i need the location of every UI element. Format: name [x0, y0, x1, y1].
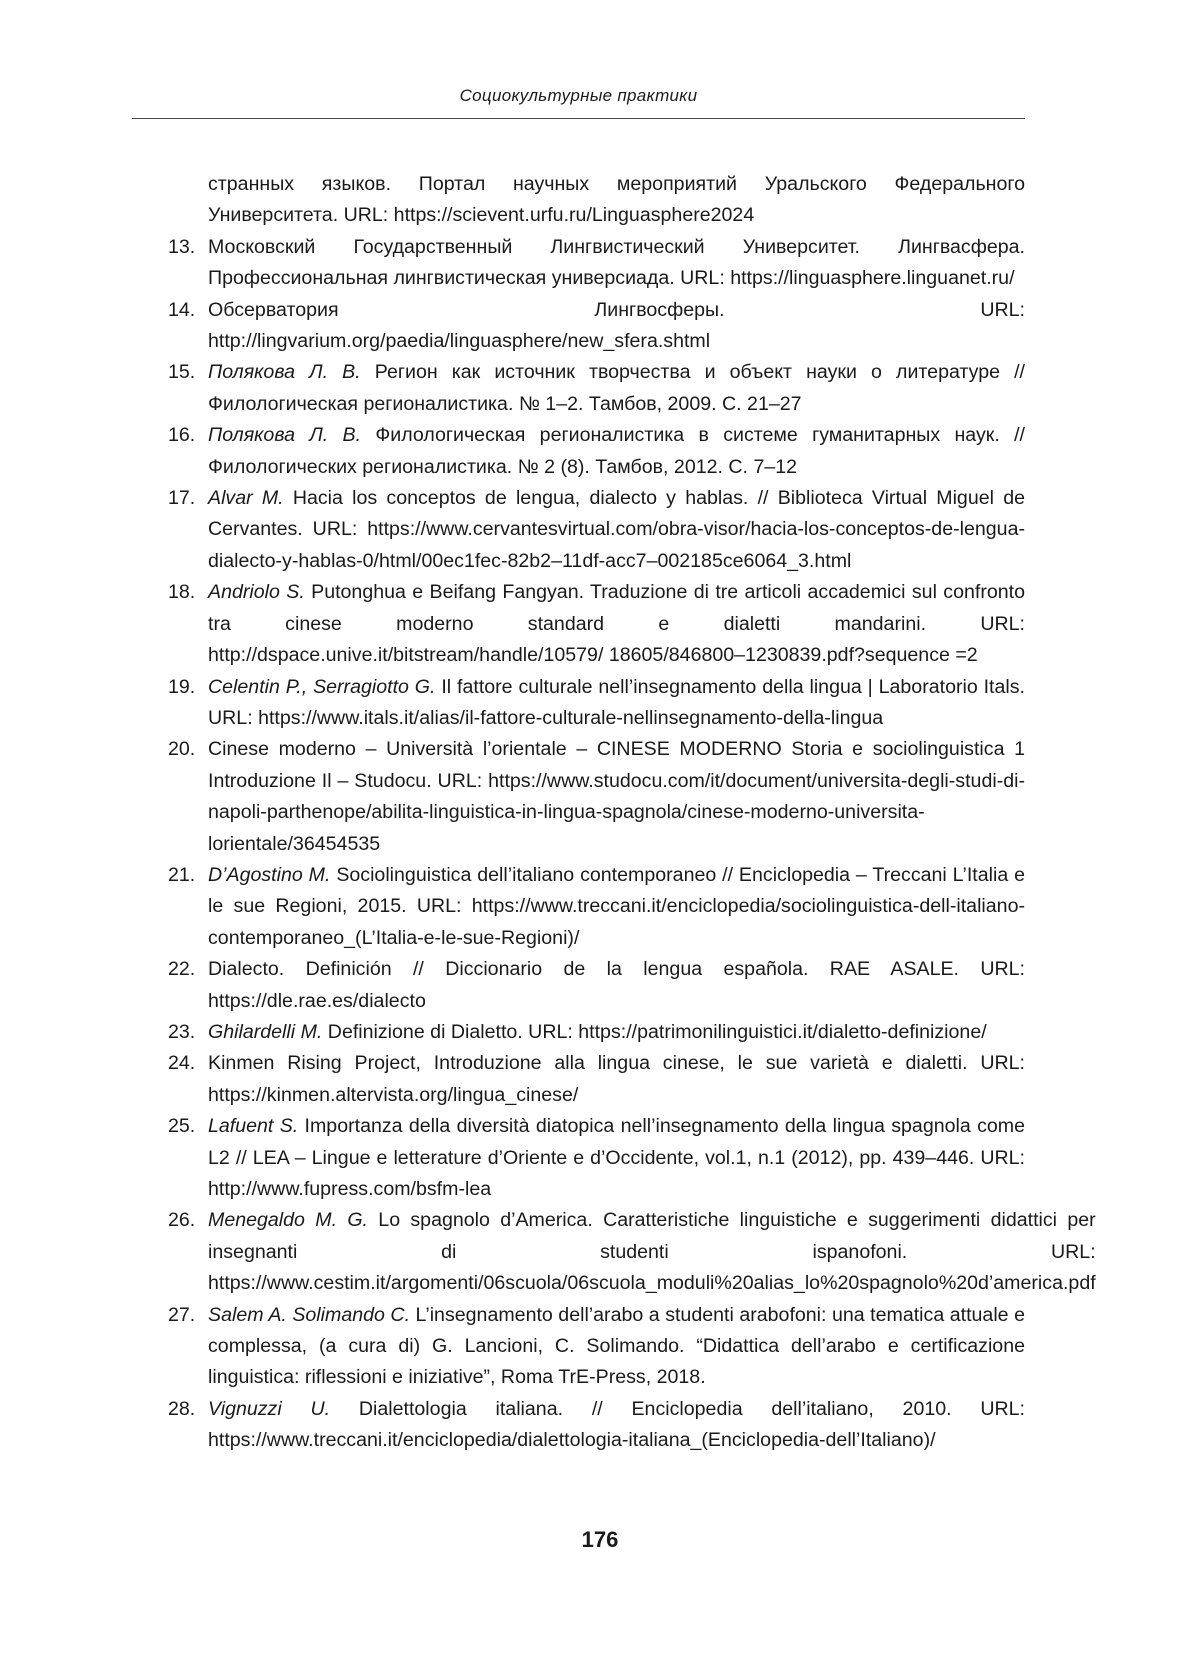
- reference-number: 25.: [168, 1115, 196, 1138]
- reference-entry: [168, 420, 1025, 483]
- reference-number: 17.: [168, 487, 196, 510]
- reference-number: 18.: [168, 581, 196, 604]
- reference-body: Definizione di Dialetto. URL: https://patrimonilinguistici.it/dialetto-definizione/: [322, 1020, 987, 1043]
- reference-author: Полякова Л. В.: [208, 424, 362, 447]
- reference-number: 28.: [168, 1397, 196, 1420]
- reference-number: 20.: [168, 738, 196, 761]
- reference-body: Hacia los conceptos de lengua, dialecto y hablas. // Biblioteca Virtual Miguel de Cervantes. URL: https://www.cervantesvirtual.com/obra-visor/hacia-los-conceptos-de-lengua-dialecto-y-hablas-0/html/00ec1fec-82b2–11df-acc7–002185ce6064_3.html: [208, 487, 1025, 572]
- reference-author: D’Agostino M.: [208, 863, 331, 886]
- reference-author: Menegaldo M. G.: [208, 1209, 368, 1232]
- reference-entry: [168, 672, 1025, 735]
- reference-author: Ghilardelli M.: [208, 1020, 323, 1043]
- reference-text: [208, 577, 1025, 671]
- reference-number: 26.: [168, 1209, 196, 1232]
- reference-text: [208, 734, 1025, 860]
- reference-author: Alvar M.: [208, 487, 284, 510]
- reference-author: Salem A. Solimando C.: [208, 1303, 411, 1326]
- header-rule: [132, 118, 1025, 119]
- reference-number: 23.: [168, 1020, 196, 1043]
- reference-body: Sociolinguistica dell’italiano contemporaneo // Enciclopedia – Treccani L’Italia e le sue Regioni, 2015. URL: https://www.treccani.it/enciclopedia/sociolinguistica-dell-italiano-contemporaneo_(L’Italia-e-le-sue-Regioni)/: [208, 863, 1026, 949]
- reference-author: Lafuent S.: [208, 1115, 299, 1138]
- reference-body: Kinmen Rising Project, Introduzione alla lingua cinese, le sue varietà e dialetti. URL: https://kinmen.altervista.org/lingua_cinese/: [208, 1052, 1025, 1106]
- reference-number: 16.: [168, 424, 196, 447]
- reference-entry: [168, 577, 1025, 671]
- reference-text: [208, 1048, 1025, 1111]
- reference-entry: [168, 1048, 1025, 1111]
- reference-entry: [168, 483, 1025, 577]
- reference-author: Andriolo S.: [208, 581, 305, 604]
- reference-body: Lo spagnolo d’America. Caratteristiche linguistiche e suggerimenti didattici per insegnanti di studenti ispanofoni. URL: https://www.cestim.it/argomenti/06scuola/06scuola_moduli%20alias_lo%20spagnolo%20d’america.pdf: [208, 1209, 1096, 1295]
- reference-entry: [168, 1394, 1025, 1457]
- reference-body: L’insegnamento dell’arabo a studenti arabofoni: una tematica attuale e complessa, (a cura di) G. Lancioni, C. Solimando. “Didattica dell’arabo e certificazione linguistica: riflessioni e iniziative”, Roma TrE-Press, 2018.: [208, 1303, 1025, 1389]
- reference-body: Филологическая регионалистика в системе гуманитарных наук. // Филологических регионалистика. № 2 (8). Тамбов, 2012. С. 7–12: [208, 424, 1025, 478]
- reference-body: Putonghua e Beifang Fangyan. Traduzione di tre articoli accademici sul confronto tra cinese moderno standard e dialetti mandarini. URL: http://dspace.unive.it/bitstream/handle/10579/ 18605/846800–1230839.pdf?sequence =2: [208, 581, 1025, 667]
- reference-body: Регион как источник творчества и объект науки о литературе // Филологическая регионалистика. № 1–2. Тамбов, 2009. С. 21–27: [208, 361, 1025, 415]
- reference-body: Il fattore culturale nell’insegnamento della lingua | Laboratorio Itals. URL: https://www.itals.it/alias/il-fattore-culturale-nellinsegnamento-della-lingua: [208, 675, 1025, 729]
- reference-entry: [168, 357, 1025, 420]
- running-title: Социокультурные практики: [459, 86, 698, 105]
- reference-entry: [168, 954, 1025, 1017]
- reference-text: [208, 1111, 1025, 1205]
- references-container: [168, 232, 1096, 1457]
- reference-number: 15.: [168, 361, 196, 384]
- reference-body: Dialecto. Definición // Diccionario de la lengua española. RAE ASALE. URL: https://dle.rae.es/dialecto: [208, 958, 1025, 1012]
- reference-entry: [168, 734, 1025, 860]
- reference-text: [208, 860, 1025, 954]
- reference-author: Полякова Л. В.: [208, 361, 361, 384]
- reference-number: 21.: [168, 863, 196, 886]
- reference-text: [208, 672, 1025, 735]
- reference-entry: [168, 1111, 1025, 1205]
- reference-text: [208, 1205, 1096, 1299]
- reference-author: Celentin P., Serragiotto G.: [208, 675, 436, 698]
- running-header: [132, 86, 1025, 120]
- reference-body: Importanza della diversità diatopica nell’insegnamento della lingua spagnola come L2 // LEA – Lingue e letterature d’Oriente e d’Occidente, vol.1, n.1 (2012), pp. 439–446. URL: http://www.fupress.com/bsfm-lea: [208, 1115, 1025, 1200]
- reference-body: Московский Государственный Лингвистический Университет. Лингвасфера. Профессиональная лингвистическая универсиада. URL: https://linguasphere.linguanet.ru/: [208, 235, 1025, 290]
- reference-entry: [168, 232, 1025, 295]
- reference-text: [208, 232, 1025, 295]
- reference-body: Обсерватория Лингвосферы. URL: http://lingvarium.org/paedia/linguasphere/new_sfera.shtml: [208, 298, 1025, 353]
- reference-entry: [168, 1300, 1025, 1394]
- reference-entry: [168, 295, 1025, 358]
- reference-text: [208, 295, 1025, 358]
- reference-number: 14.: [168, 298, 196, 321]
- reference-number: 24.: [168, 1052, 196, 1075]
- reference-body: Cinese moderno – Università l’orientale – CINESE MODERNO Storia e sociolinguistica 1 Introduzione Il – Studocu. URL: https://www.studocu.com/it/document/universita-degli-studi-di-napoli-parthenope/abilita-linguistica-in-lingua-spagnola/cinese-moderno-universita-lorientale/36454535: [208, 738, 1025, 855]
- reference-text: [208, 954, 1025, 1017]
- reference-number: 27.: [168, 1303, 196, 1326]
- page-number: 176: [581, 1527, 619, 1552]
- reference-number: 19.: [168, 675, 196, 698]
- reference-entry: [168, 1205, 1096, 1299]
- reference-continuation: странных языков. Портал научных мероприятий Уральского Федерального Университета. URL: https://scievent.urfu.ru/Linguasphere2024: [208, 173, 1025, 227]
- reference-text: [208, 1017, 1025, 1048]
- reference-author: Vignuzzi U.: [208, 1397, 331, 1420]
- reference-text: [208, 357, 1025, 420]
- reference-list: [168, 169, 1096, 1457]
- reference-number: 22.: [168, 958, 196, 981]
- reference-text: [208, 483, 1025, 577]
- reference-text: [208, 1394, 1025, 1457]
- reference-body: Dialettologia italiana. // Enciclopedia dell’italiano, 2010. URL: https://www.treccani.it/enciclopedia/dialettologia-italiana_(Enciclopedia-dell’Italiano)/: [208, 1397, 1026, 1452]
- reference-text: [208, 420, 1025, 483]
- reference-entry: [168, 860, 1025, 954]
- reference-entry: [168, 1017, 1025, 1048]
- reference-number: 13.: [168, 235, 196, 258]
- reference-text: [208, 1300, 1025, 1394]
